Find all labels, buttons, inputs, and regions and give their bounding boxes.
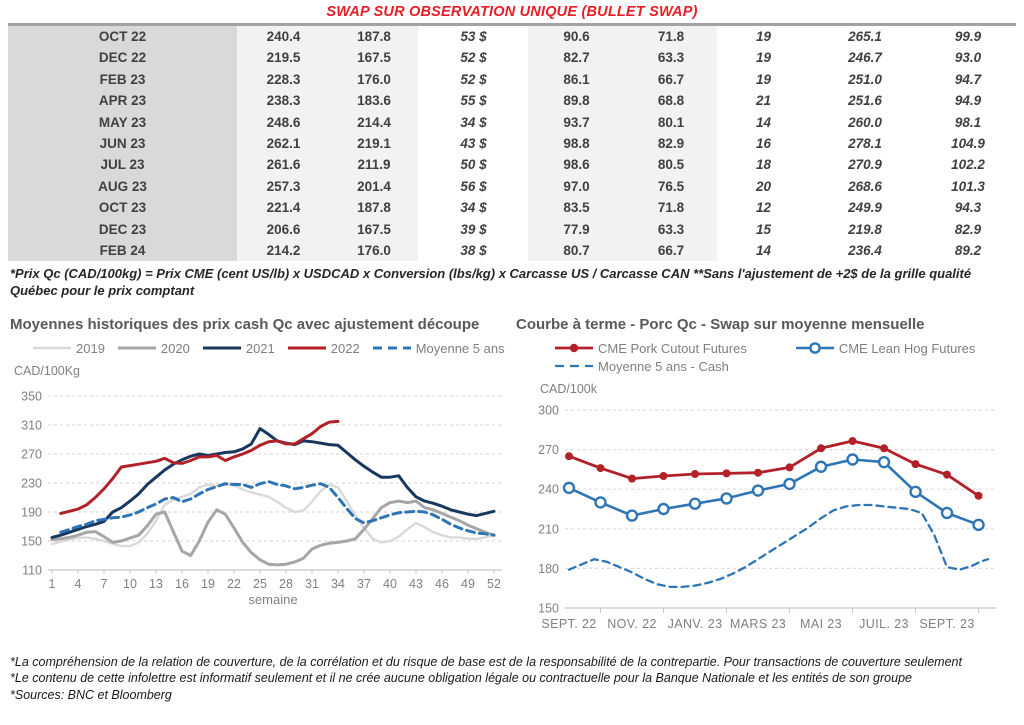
legend-label: Moyenne 5 ans [415,340,505,356]
series-2022 [61,421,338,513]
data-point-marker [817,444,825,452]
data-point-marker [690,498,700,508]
legend-item-cme-lean-hog-futures [795,341,976,356]
prix-qc-cell: 219.5 [237,47,330,68]
prix-qc-cell: 240.4 [237,26,330,47]
prix-terme-us-cell: 98.1 [954,114,982,130]
count-cell: 16 [755,135,772,151]
prix-cme-us-cell: 66.7 [625,69,717,90]
legend-label: 2019 [76,340,105,356]
prix-cme-cell: 167.5 [330,47,418,68]
data-point-marker [722,493,732,503]
month-cell: FEB 24 [8,240,237,261]
prix-cme-cell: 176.0 [330,240,418,261]
basis-cell: 56 $ [460,178,487,194]
data-point-marker [753,485,763,495]
x-tick-label: 31 [305,576,319,591]
x-tick-label: 43 [409,576,423,591]
legend-label: 2022 [330,340,360,356]
x-tick-label: 4 [74,576,82,591]
y-tick-label: 210 [538,521,559,536]
legend-item-2020 [117,341,190,356]
spacer-cell [510,154,528,175]
x-tick-label: 19 [201,576,215,591]
basis-cell: 39 $ [460,221,487,237]
right-chart-legend [514,341,1016,374]
x-tick-label: NOV. 22 [607,616,657,631]
prix-qc-cell: 206.6 [237,219,330,240]
data-point-marker [974,519,984,529]
prix-cme-us-cell: 63.3 [625,219,717,240]
prix-qc-us-cell: 77.9 [528,219,625,240]
prix-cme-cell: 176.0 [330,69,418,90]
historical-prices-line-chart [8,380,506,618]
data-point-marker [565,452,573,460]
spacer-cell [418,47,437,68]
data-point-marker [911,486,921,496]
data-point-marker [754,468,762,476]
x-tick-label: JANV. 23 [667,616,723,631]
prix-cme-us-cell: 80.1 [625,112,717,133]
x-tick-label: 34 [331,576,345,591]
legend-item-moyenne-5-ans-cash [554,359,729,374]
data-point-marker [785,478,795,488]
prix-cme-us-cell: 71.8 [625,197,717,218]
x-tick-label: SEPT. 22 [541,616,597,631]
legend-swatch-icon [287,342,327,354]
spacer-cell [510,219,528,240]
x-tick-label: 25 [253,576,267,591]
prix-qc-cell: 228.3 [237,69,330,90]
data-point-marker [879,457,889,467]
y-tick-label: 230 [21,476,42,491]
y-tick-label: 150 [538,601,559,616]
footnote-line-1: *Prix Qc (CAD/100kg) = Prix CME (cent US/lb) x USDCAD x Conversion (lbs/kg) x Carcasse US / Carcasse CAN **Sans l'ajustement de +2$ de la grille qualité [10,266,972,282]
month-cell: JUL 23 [8,154,237,175]
prix-terme-cad-cell: 246.7 [848,50,882,66]
forward-curve-chart-panel [514,316,1016,642]
spacer-cell [418,133,437,154]
prix-cme-us-cell: 71.8 [625,26,717,47]
prix-cme-cell: 214.4 [330,112,418,133]
prix-qc-us-cell: 93.7 [528,112,625,133]
x-tick-label: 1 [48,576,56,591]
charts-section [8,316,1016,642]
prix-cme-us-cell: 80.5 [625,154,717,175]
month-cell: OCT 22 [8,26,237,47]
x-tick-label: SEPT. 23 [919,616,975,631]
legend-swatch-icon [372,342,412,354]
legend-row [514,341,1016,356]
legend-swatch-icon [795,342,835,354]
spacer-cell [418,90,437,111]
spacer-cell [418,112,437,133]
legend-marker [810,343,819,352]
prix-terme-us-cell: 82.9 [954,221,982,237]
table-footnote [10,266,1014,299]
legend-item-2019 [32,341,105,356]
spacer-cell [510,176,528,197]
legend-swatch-icon [32,342,72,354]
prix-terme-us-cell: 93.0 [954,50,982,66]
legend-row [514,359,1016,374]
data-point-marker [943,470,951,478]
left-chart-y-unit: CAD/100Kg [14,363,81,378]
prix-cme-us-cell: 68.8 [625,90,717,111]
data-point-marker [942,508,952,518]
prix-cme-cell: 167.5 [330,219,418,240]
spacer-cell [510,69,528,90]
y-tick-label: 150 [21,534,42,549]
legend-item-cme-pork-cutout-futures [554,341,747,356]
prix-cme-cell: 187.8 [330,197,418,218]
count-cell: 19 [755,71,772,87]
data-point-marker [596,497,606,507]
prix-qc-us-cell: 98.6 [528,154,625,175]
x-tick-label: 40 [383,576,397,591]
prix-qc-us-cell: 97.0 [528,176,625,197]
prix-cme-cell: 211.9 [330,154,418,175]
page-title: SWAP SUR OBSERVATION UNIQUE (BULLET SWAP) [326,4,698,20]
spacer-cell [510,90,528,111]
prix-terme-us-cell: 94.9 [954,93,982,109]
data-point-marker [786,463,794,471]
spacer-cell [510,47,528,68]
x-axis-title: semaine [248,591,298,607]
prix-cme-us-cell: 76.5 [625,176,717,197]
spacer-cell [510,240,528,261]
right-chart-title: Courbe à terme - Porc Qc - Swap sur moyenne mensuelle [516,315,925,333]
prix-cme-us-cell: 66.7 [625,240,717,261]
spacer-cell [418,176,437,197]
prix-terme-cad-cell: 270.9 [848,157,882,173]
month-cell: OCT 23 [8,197,237,218]
legend-label: Moyenne 5 ans - Cash [598,358,729,374]
prix-terme-us-cell: 94.7 [954,71,982,87]
data-point-marker [880,444,888,452]
prix-terme-cad-cell: 251.6 [848,93,882,109]
prix-terme-us-cell: 104.9 [951,135,985,151]
x-tick-label: 16 [175,576,189,591]
prix-qc-us-cell: 83.5 [528,197,625,218]
count-cell: 14 [755,242,772,258]
prix-qc-us-cell: 90.6 [528,26,625,47]
prix-terme-cad-cell: 278.1 [848,135,882,151]
prix-terme-cad-cell: 219.8 [848,221,882,237]
prix-cme-cell: 187.8 [330,26,418,47]
swap-pricing-table [8,26,1016,261]
y-tick-label: 190 [21,505,42,520]
data-point-marker [848,454,858,464]
data-point-marker [628,474,636,482]
prix-qc-us-cell: 89.8 [528,90,625,111]
data-point-marker [627,510,637,520]
data-point-marker [816,461,826,471]
y-tick-label: 180 [538,561,559,576]
data-point-marker [912,460,920,468]
legend-label: 2021 [245,340,275,356]
prix-terme-cad-cell: 268.6 [848,178,882,194]
count-cell: 15 [755,221,772,237]
legend-marker [570,344,578,352]
count-cell: 20 [755,178,772,194]
prix-terme-us-cell: 89.2 [954,242,982,258]
prix-terme-cad-cell: 251.0 [848,71,882,87]
x-tick-label: 52 [487,576,501,591]
prix-terme-us-cell: 94.3 [954,200,982,216]
data-point-marker [975,491,983,499]
spacer-cell [418,219,437,240]
x-tick-label: 37 [357,576,371,591]
x-tick-label: 22 [227,576,241,591]
legend-label: CME Lean Hog Futures [838,340,976,356]
spacer-cell [510,197,528,218]
month-cell: APR 23 [8,90,237,111]
prix-terme-cad-cell: 236.4 [848,242,882,258]
count-cell: 12 [755,200,772,216]
prix-terme-cad-cell: 260.0 [848,114,882,130]
data-point-marker [597,464,605,472]
prix-cme-cell: 201.4 [330,176,418,197]
basis-cell: 52 $ [460,50,487,66]
legend-item-moyenne-5-ans [372,341,505,356]
basis-cell: 38 $ [460,242,487,258]
prix-qc-cell: 261.6 [237,154,330,175]
legend-item-2021 [202,341,275,356]
data-point-marker [564,482,574,492]
prix-terme-cad-cell: 265.1 [848,29,882,44]
x-tick-label: 49 [461,576,475,591]
sources-line: *Sources: BNC et Bloomberg [10,688,172,703]
prix-qc-cell: 221.4 [237,197,330,218]
y-tick-label: 310 [21,418,42,433]
right-chart-y-unit: CAD/100k [540,381,597,396]
y-tick-label: 110 [22,563,42,578]
month-cell: FEB 23 [8,69,237,90]
spacer-cell [510,26,528,47]
disclaimer-line-1: *La compréhension de la relation de couverture, de la corrélation et du risque de base est de la responsabilité de la contrepartie. Pour transactions de couverture seulement [10,654,962,669]
prix-qc-us-cell: 82.7 [528,47,625,68]
prix-terme-us-cell: 101.3 [951,178,985,194]
prix-cme-cell: 183.6 [330,90,418,111]
prix-qc-us-cell: 80.7 [528,240,625,261]
prix-qc-cell: 214.2 [237,240,330,261]
month-cell: MAY 23 [8,112,237,133]
y-tick-label: 300 [538,403,559,418]
basis-cell: 34 $ [460,114,487,130]
data-point-marker [849,437,857,445]
disclaimer-footer [10,654,1014,705]
left-chart-legend [8,341,510,356]
basis-cell: 55 $ [460,93,487,109]
month-cell: JUN 23 [8,133,237,154]
prix-cme-us-cell: 63.3 [625,47,717,68]
basis-cell: 53 $ [460,29,487,44]
spacer-cell [510,112,528,133]
month-cell: AUG 23 [8,176,237,197]
count-cell: 19 [755,29,772,44]
legend-label: 2020 [160,340,190,356]
x-tick-label: 10 [123,576,137,591]
series-2019 [52,484,494,546]
count-cell: 14 [755,114,772,130]
prix-terme-us-cell: 102.2 [951,157,985,173]
spacer-cell [510,133,528,154]
prix-qc-cell: 248.6 [237,112,330,133]
legend-swatch-icon [202,342,242,354]
count-cell: 18 [755,157,772,173]
x-tick-label: 7 [100,576,108,591]
month-cell: DEC 22 [8,47,237,68]
y-tick-label: 270 [21,447,42,462]
legend-swatch-icon [117,342,157,354]
prix-qc-us-cell: 98.8 [528,133,625,154]
legend-swatch-icon [554,360,594,372]
x-tick-label: MARS 23 [729,616,787,631]
x-tick-label: 13 [149,576,163,591]
data-point-marker [659,504,669,514]
basis-cell: 52 $ [460,71,487,87]
spacer-cell [418,154,437,175]
legend-row [8,341,510,356]
y-tick-label: 270 [538,442,559,457]
spacer-cell [418,26,437,47]
prix-qc-cell: 262.1 [237,133,330,154]
legend-item-2022 [287,341,360,356]
prix-qc-us-cell: 86.1 [528,69,625,90]
forward-curve-line-chart [514,398,1014,642]
prix-qc-cell: 257.3 [237,176,330,197]
count-cell: 19 [755,50,772,66]
legend-swatch-icon [554,342,594,354]
prix-terme-us-cell: 99.9 [954,29,982,44]
spacer-cell [418,197,437,218]
count-cell: 21 [755,93,772,109]
x-tick-label: 46 [435,576,449,591]
data-point-marker [660,472,668,480]
x-tick-label: JUIL. 23 [859,616,909,631]
basis-cell: 50 $ [460,157,487,173]
basis-cell: 34 $ [460,200,487,216]
y-tick-label: 240 [538,482,559,497]
prix-cme-us-cell: 82.9 [625,133,717,154]
prix-terme-cad-cell: 249.9 [848,200,882,216]
data-point-marker [691,470,699,478]
data-point-marker [723,469,731,477]
basis-cell: 43 $ [460,135,487,151]
x-tick-label: 28 [279,576,293,591]
legend-label: CME Pork Cutout Futures [598,340,747,356]
x-tick-label: MAI 23 [800,616,843,631]
month-cell: DEC 23 [8,219,237,240]
historical-prices-chart-panel [8,316,510,642]
spacer-cell [418,240,437,261]
prix-cme-cell: 219.1 [330,133,418,154]
y-tick-label: 350 [21,389,42,404]
prix-qc-cell: 238.3 [237,90,330,111]
spacer-cell [418,69,437,90]
footnote-line-2: Québec pour le prix comptant [10,282,195,298]
disclaimer-line-2: *Le contenu de cette infolettre est informatif seulement et il ne crée aucune obligation légale ou contractuelle pour la Banque Nationale et les entités de son groupe [10,671,912,686]
left-chart-title: Moyennes historiques des prix cash Qc avec ajustement découpe [10,315,480,333]
